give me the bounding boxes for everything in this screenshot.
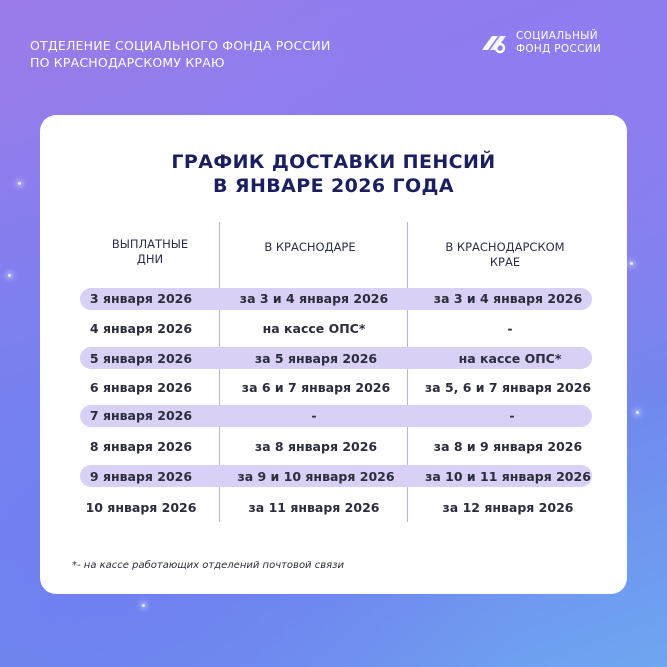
title-line-2: В ЯНВАРЕ 2026 ГОДА: [213, 175, 454, 197]
row-6-city: за 8 января 2026: [254, 439, 378, 454]
star-decoration: [630, 262, 633, 265]
org-line-2: ПО КРАСНОДАРСКОМУ КРАЮ: [30, 55, 225, 70]
logo-line-1: СОЦИАЛЬНЫЙ: [516, 30, 598, 42]
row-3-region: на кассе ОПС*: [458, 351, 562, 366]
row-4-region: за 5, 6 и 7 января 2026: [424, 380, 592, 395]
footnote: *- на кассе работающих отделений почтовой связи: [72, 560, 344, 571]
row-3-city: за 5 января 2026: [254, 351, 378, 366]
row-1-day: 3 января 2026: [89, 291, 193, 306]
page-title: [0, 150, 667, 198]
row-8-city: за 11 января 2026: [248, 500, 380, 515]
row-7-region: за 10 и 11 января 2026: [425, 469, 591, 484]
row-1-city: за 3 и 4 января 2026: [239, 291, 389, 306]
row-2-region: -: [507, 321, 513, 336]
row-2-day: 4 января 2026: [89, 321, 193, 336]
row-8-region: за 12 января 2026: [442, 500, 574, 515]
row-5-day: 7 января 2026: [89, 408, 193, 423]
row-6-day: 8 января 2026: [89, 439, 193, 454]
header-days-line-1: ВЫПЛАТНЫЕ: [111, 237, 189, 251]
row-4-city: за 6 и 7 января 2026: [241, 380, 391, 395]
star-decoration: [142, 604, 145, 607]
row-3-day: 5 января 2026: [89, 351, 193, 366]
sfr-logo: [478, 28, 601, 58]
star-decoration: [636, 411, 639, 414]
row-6-region: за 8 и 9 января 2026: [433, 439, 583, 454]
row-5-city: -: [311, 408, 317, 423]
title-line-1: ГРАФИК ДОСТАВКИ ПЕНСИЙ: [171, 151, 496, 173]
header-krasnodar: [220, 240, 400, 255]
logo-line-2: ФОНД РОССИИ: [516, 43, 602, 55]
row-7-day: 9 января 2026: [89, 469, 193, 484]
row-1-region: за 3 и 4 января 2026: [433, 291, 583, 306]
row-4-day: 6 января 2026: [89, 380, 193, 395]
row-2-city: на кассе ОПС*: [262, 321, 366, 336]
logo-text: [516, 30, 601, 56]
header-krasnodar-region: [415, 240, 595, 270]
star-decoration: [8, 274, 11, 277]
header-days-line-2: ДНИ: [136, 252, 164, 266]
sfr-logo-icon: [478, 28, 508, 58]
header-region-line-1: В КРАСНОДАРСКОМ: [445, 240, 565, 254]
header-region-line-2: КРАЕ: [489, 255, 521, 269]
organization-name: [30, 37, 331, 71]
header-payment-days: [80, 237, 220, 267]
row-5-region: -: [509, 408, 515, 423]
row-8-day: 10 января 2026: [85, 500, 197, 515]
org-line-1: ОТДЕЛЕНИЕ СОЦИАЛЬНОГО ФОНДА РОССИИ: [30, 38, 331, 53]
row-7-city: за 9 и 10 января 2026: [237, 469, 395, 484]
header-city-label: В КРАСНОДАРЕ: [264, 240, 356, 254]
